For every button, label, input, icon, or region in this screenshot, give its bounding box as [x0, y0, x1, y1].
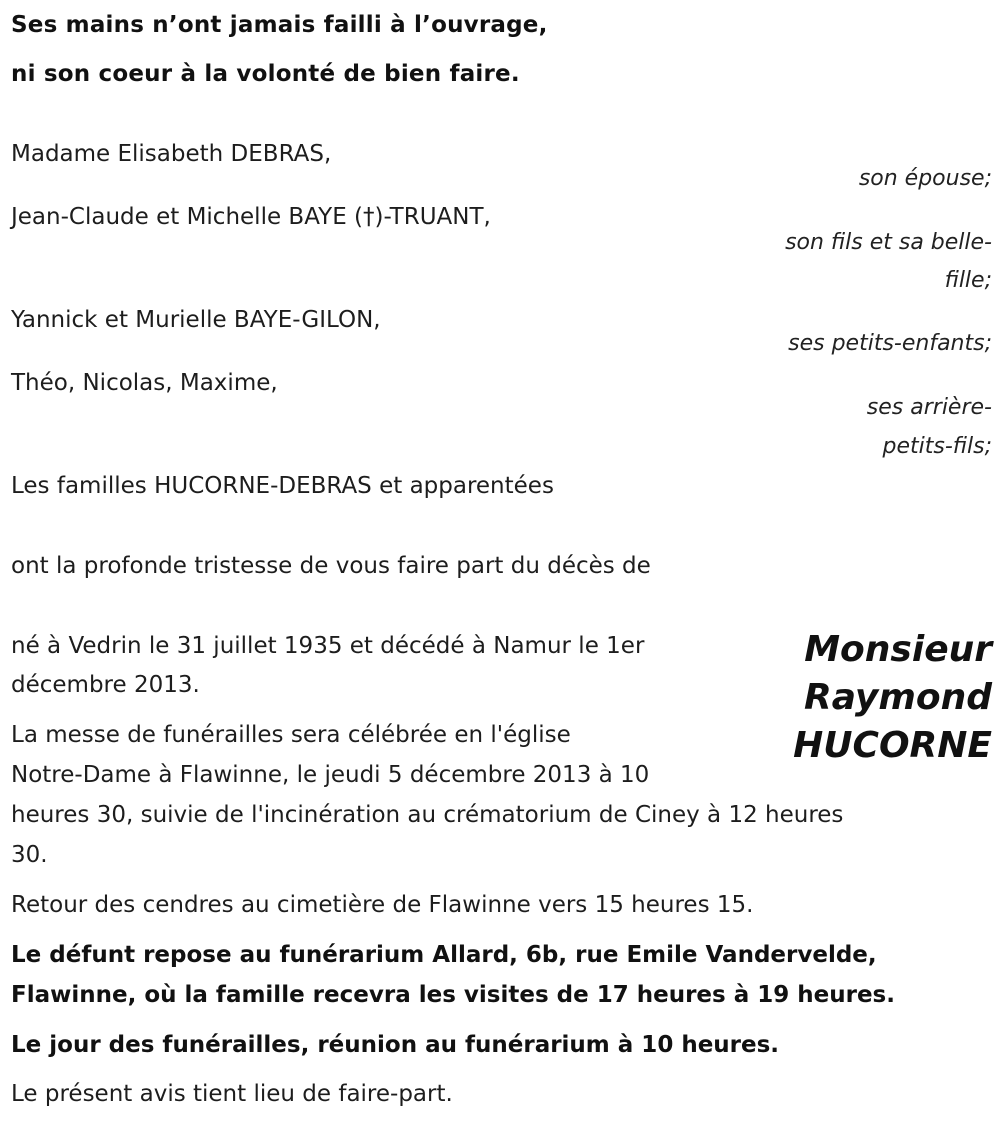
ashes-line: Retour des cendres au cimetière de Flawinne vers 15 heures 15.	[11, 892, 754, 918]
deceased-last-name: HUCORNE	[793, 725, 992, 766]
meeting-line: Le jour des funérailles, réunion au funérarium à 10 heures.	[11, 1032, 780, 1058]
deceased-title: Monsieur	[804, 629, 992, 670]
funeral-line-1: La messe de funérailles sera célébrée en l'église	[11, 722, 571, 748]
deceased-first-name: Raymond	[803, 677, 992, 718]
family-member-role: ses petits-enfants;	[788, 331, 992, 356]
family-member-role: petits-fils;	[882, 434, 992, 459]
notice-line: Le présent avis tient lieu de faire-part.	[11, 1081, 453, 1107]
family-member-name: Madame Elisabeth DEBRAS,	[11, 141, 332, 167]
announcement-line: ont la profonde tristesse de vous faire part du décès de	[11, 553, 651, 579]
visitation-line-1: Le défunt repose au funérarium Allard, 6b, rue Emile Vandervelde,	[11, 942, 877, 968]
funeral-line-2: Notre-Dame à Flawinne, le jeudi 5 décembre 2013 à 10	[11, 762, 650, 788]
family-member-role: ses arrière-	[866, 395, 992, 420]
visitation-line-2: Flawinne, où la famille recevra les visites de 17 heures à 19 heures.	[11, 982, 895, 1008]
epigraph-line-2: ni son coeur à la volonté de bien faire.	[11, 61, 520, 87]
family-member-name: Théo, Nicolas, Maxime,	[11, 370, 278, 396]
families-line: Les familles HUCORNE-DEBRAS et apparentées	[11, 473, 554, 499]
epigraph-line-1: Ses mains n’ont jamais failli à l’ouvrage,	[11, 12, 548, 38]
birth-death-line-2: décembre 2013.	[11, 672, 200, 698]
family-member-role: son fils et sa belle-	[785, 230, 992, 255]
family-member-name: Jean-Claude et Michelle BAYE (†)-TRUANT,	[11, 204, 491, 230]
family-member-name: Yannick et Murielle BAYE-GILON,	[11, 307, 381, 333]
family-member-role: fille;	[944, 268, 992, 293]
funeral-line-4: 30.	[11, 842, 48, 868]
birth-death-line-1: né à Vedrin le 31 juillet 1935 et décédé à Namur le 1er	[11, 633, 645, 659]
family-member-role: son épouse;	[858, 166, 992, 191]
funeral-line-3: heures 30, suivie de l'incinération au crématorium de Ciney à 12 heures	[11, 802, 844, 828]
